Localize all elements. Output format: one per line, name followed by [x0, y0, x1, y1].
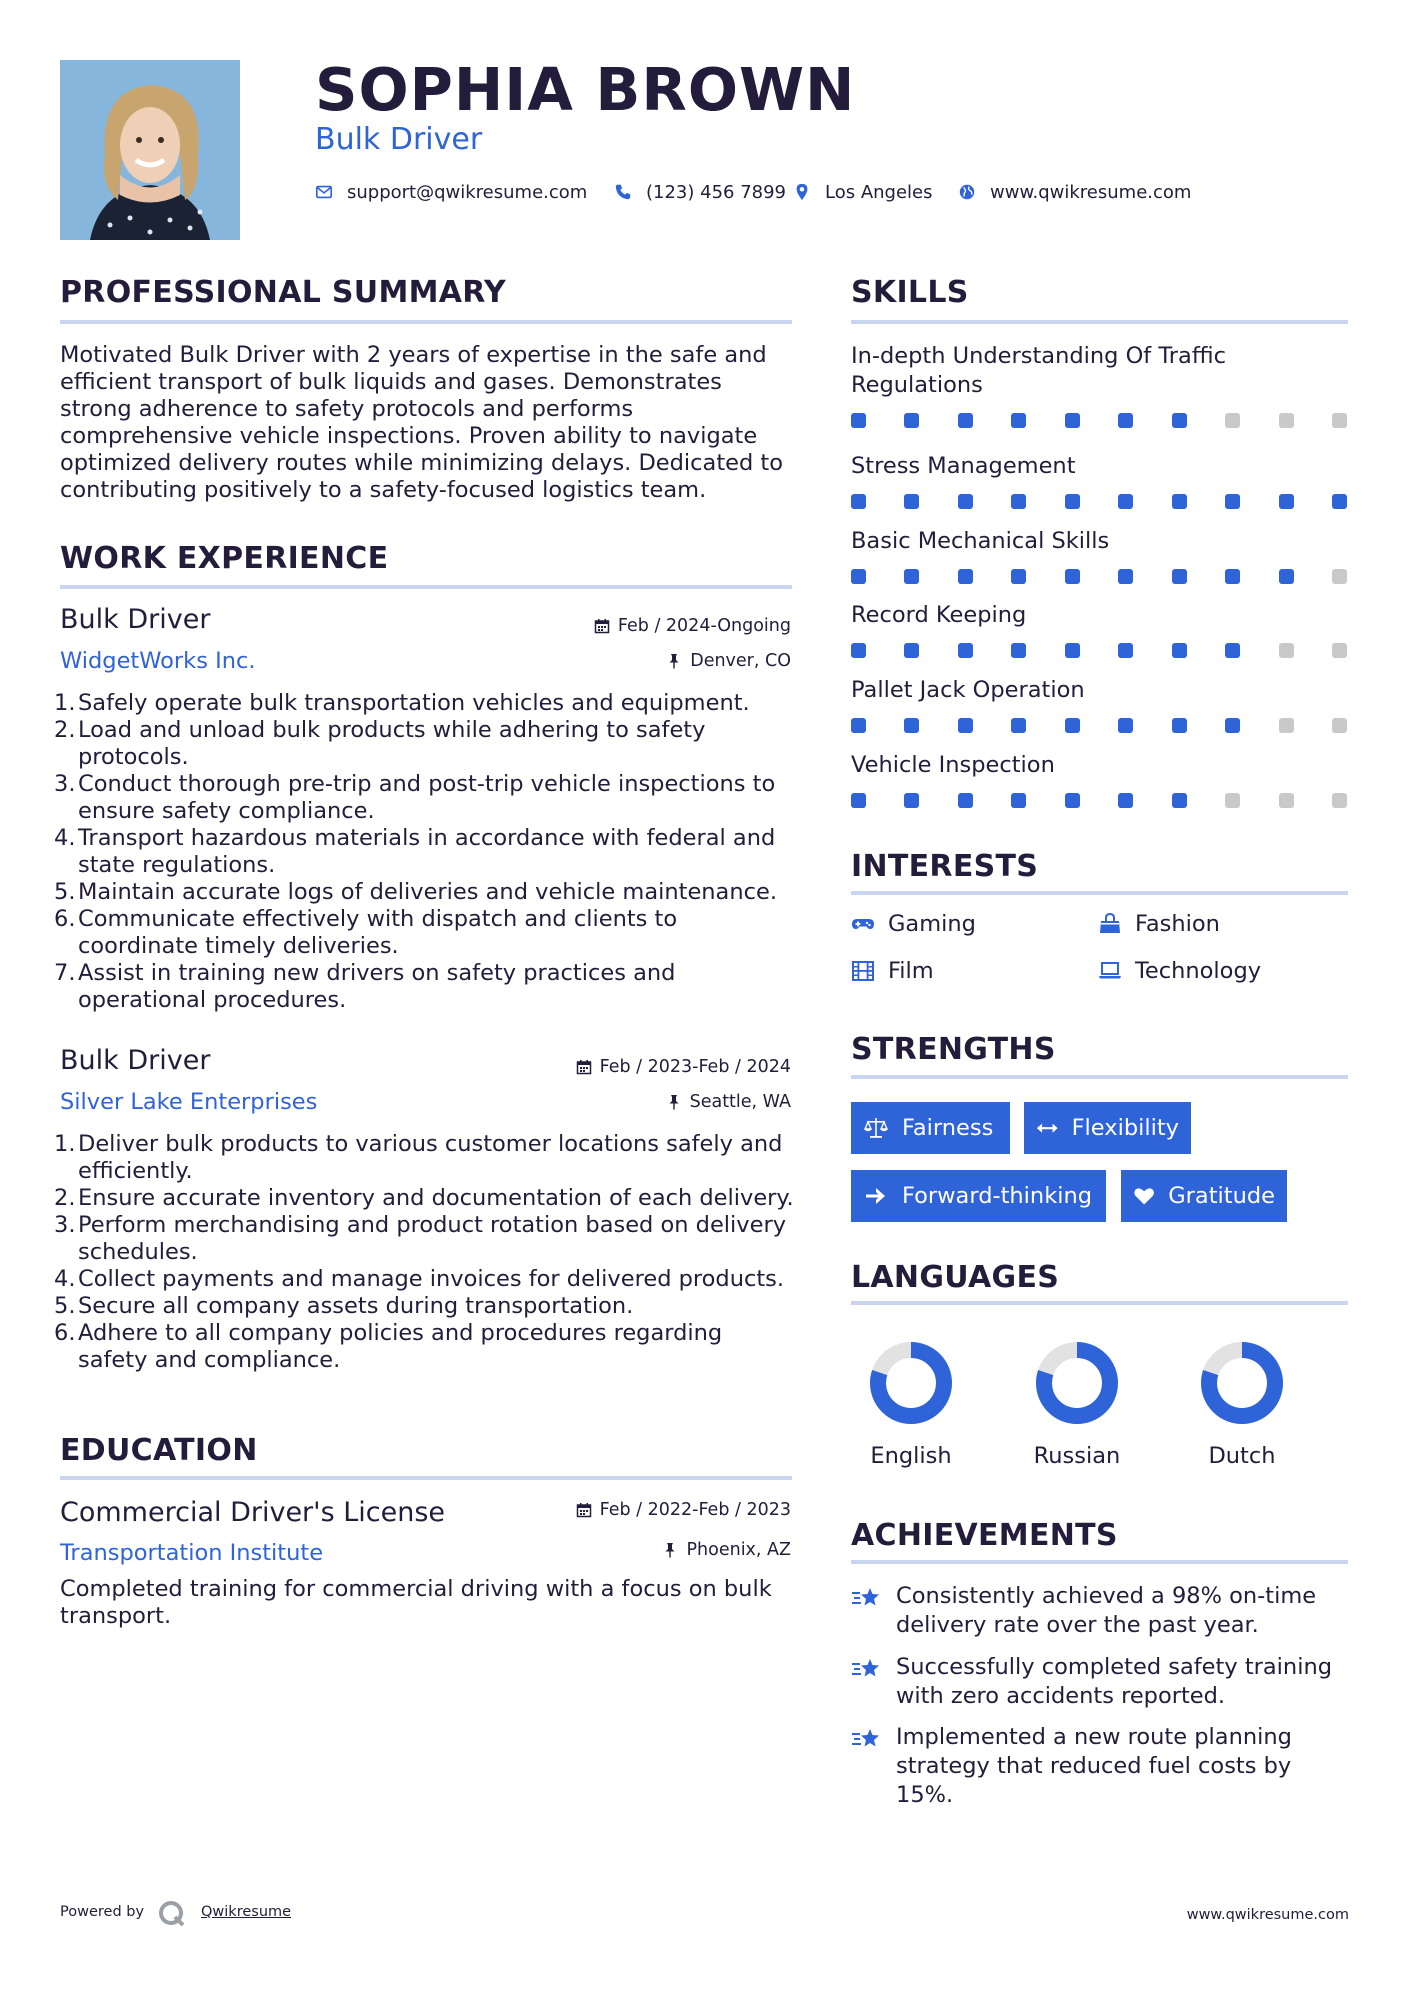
duty-line: Perform merchandising and product rotation based on delivery [78, 1212, 787, 1238]
summary-line: efficient transport of bulk liquids and gases. Demonstrates [60, 369, 722, 395]
skill-dot-filled [1279, 569, 1294, 584]
language-donut [1031, 1337, 1123, 1429]
education-line: Completed training for commercial driving with a focus on bulk [60, 1576, 772, 1602]
skill-dot-filled [958, 494, 973, 509]
job-2-company[interactable]: Silver Lake Enterprises [60, 1089, 318, 1115]
job-1-dates-text: Feb / 2024-Ongoing [617, 616, 791, 636]
strength-fairness [851, 1102, 1010, 1154]
skill-rating [851, 569, 1347, 585]
duty-number: 2. [54, 717, 76, 743]
interest-label: Fashion [1135, 911, 1220, 937]
achievements-divider [851, 1560, 1348, 1564]
skill-dot-filled [958, 793, 973, 808]
balance-scale-icon [863, 1115, 889, 1141]
language-donut [1196, 1337, 1288, 1429]
skill-name: Stress Management [851, 453, 1076, 479]
duty-line: Safely operate bulk transportation vehicles and equipment. [78, 690, 750, 716]
skill-dot-filled [851, 793, 866, 808]
skill-dot-filled [1011, 569, 1026, 584]
skill-dot-empty [1279, 793, 1294, 808]
globe-icon [958, 183, 976, 201]
skill-dot-filled [1225, 494, 1240, 509]
interest-gaming [851, 911, 976, 937]
duty-number: 7. [54, 960, 76, 986]
skill-dot-filled [1011, 413, 1026, 428]
summary-heading: PROFESSIONAL SUMMARY [60, 275, 507, 310]
achievement-item [851, 1582, 1351, 1640]
skill-dot-empty [1279, 413, 1294, 428]
contact-location [793, 178, 933, 206]
duty-line: Conduct thorough pre-trip and post-trip vehicle inspections to [78, 771, 776, 797]
skill-dot-filled [851, 569, 866, 584]
skill-dot-filled [1065, 718, 1080, 733]
achievement-item [851, 1653, 1351, 1711]
duty-line: protocols. [78, 744, 189, 770]
experience-heading: WORK EXPERIENCE [60, 541, 389, 576]
skill-dot-filled [1118, 494, 1133, 509]
summary-line: Motivated Bulk Driver with 2 years of expertise in the safe and [60, 342, 767, 368]
duty-item [54, 690, 800, 717]
duty-line: Adhere to all company policies and procedures regarding [78, 1320, 723, 1346]
skill-rating [851, 643, 1347, 659]
footer-website-link[interactable]: www.qwikresume.com [1186, 1907, 1349, 1923]
skill-dot-filled [904, 413, 919, 428]
education-school[interactable]: Transportation Institute [60, 1540, 324, 1566]
skill-dot-filled [904, 793, 919, 808]
pushpin-icon [666, 1094, 682, 1110]
job-title: Bulk Driver [315, 122, 483, 157]
duty-line: Ensure accurate inventory and documentation of each delivery. [78, 1185, 794, 1211]
arrows-horizontal-icon [1036, 1115, 1059, 1141]
website-text: www.qwikresume.com [990, 181, 1192, 203]
duty-line: Load and unload bulk products while adhering to safety [78, 717, 706, 743]
strength-forward-thinking [851, 1170, 1106, 1222]
skill-dot-filled [1118, 413, 1133, 428]
duty-number: 5. [54, 879, 76, 905]
skill-dot-filled [904, 569, 919, 584]
achievement-text [896, 1582, 1316, 1640]
location-text: Los Angeles [825, 181, 933, 203]
laptop-icon [1098, 959, 1122, 983]
skill-rating [851, 494, 1347, 510]
summary-line: contributing positively to a safety-focused logistics team. [60, 477, 707, 503]
skill-dot-filled [851, 643, 866, 658]
achievement-text [896, 1653, 1332, 1711]
skill-dot-filled [1011, 793, 1026, 808]
envelope-icon [315, 183, 333, 201]
strength-flexibility [1024, 1102, 1191, 1154]
calendar-icon [576, 1502, 592, 1518]
duty-item [54, 879, 800, 906]
skill-dot-filled [1172, 569, 1187, 584]
summary-line: optimized delivery routes while minimizing delays. Dedicated to [60, 450, 784, 476]
achievement-line: with zero accidents reported. [896, 1683, 1226, 1709]
job-1-location [666, 651, 791, 671]
skill-dot-filled [1011, 718, 1026, 733]
skill-dot-filled [958, 643, 973, 658]
duty-number: 5. [54, 1293, 76, 1319]
job-2-duties-list [54, 1131, 800, 1374]
calendar-icon [576, 1059, 592, 1075]
interests-divider [851, 891, 1348, 895]
skill-dot-filled [1225, 718, 1240, 733]
skill-dot-filled [1225, 643, 1240, 658]
job-1-company[interactable]: WidgetWorks Inc. [60, 648, 256, 674]
heart-icon [1133, 1183, 1155, 1209]
duty-line: ensure safety compliance. [78, 798, 375, 824]
duty-item [54, 1185, 800, 1212]
skill-dot-empty [1332, 718, 1347, 733]
skill-dot-filled [1172, 793, 1187, 808]
pushpin-icon [666, 653, 682, 669]
candidate-name: SOPHIA BROWN [315, 55, 856, 124]
skill-dot-empty [1332, 793, 1347, 808]
skills-heading: SKILLS [851, 275, 969, 310]
job-2-dates-text: Feb / 2023-Feb / 2024 [599, 1057, 791, 1077]
achievement-line: delivery rate over the past year. [896, 1612, 1259, 1638]
skill-dot-filled [1172, 494, 1187, 509]
job-1-duties [54, 690, 800, 1014]
duty-line: Maintain accurate logs of deliveries and vehicle maintenance. [78, 879, 777, 905]
shooting-star-icon [851, 1724, 883, 1756]
achievement-line: Implemented a new route planning [896, 1724, 1292, 1750]
language-donut [865, 1337, 957, 1429]
duty-line: operational procedures. [78, 987, 347, 1013]
skill-dot-empty [1332, 643, 1347, 658]
pushpin-icon [662, 1542, 678, 1558]
skill-rating [851, 413, 1347, 429]
skill-dot-filled [1279, 494, 1294, 509]
map-marker-icon [793, 183, 811, 201]
education-line: transport. [60, 1603, 172, 1629]
duty-line: efficiently. [78, 1158, 193, 1184]
job-2-duties [54, 1131, 800, 1374]
skill-dot-filled [1118, 643, 1133, 658]
skill-dot-filled [1011, 494, 1026, 509]
duty-number: 4. [54, 825, 76, 851]
contact-phone[interactable] [614, 178, 786, 206]
duty-line: Transport hazardous materials in accordance with federal and [78, 825, 776, 851]
language-name: English [870, 1443, 952, 1469]
duty-item [54, 1266, 800, 1293]
interest-technology [1098, 958, 1261, 984]
duty-item [54, 906, 800, 960]
education-location-text: Phoenix, AZ [686, 1540, 791, 1560]
skill-dot-empty [1332, 413, 1347, 428]
achievements-heading: ACHIEVEMENTS [851, 1518, 1118, 1553]
duty-number: 1. [54, 690, 76, 716]
skill-dot-filled [1065, 793, 1080, 808]
strength-label: Flexibility [1071, 1115, 1179, 1141]
film-icon [851, 959, 875, 983]
duty-number: 2. [54, 1185, 76, 1211]
duty-item [54, 1293, 800, 1320]
interest-label: Gaming [888, 911, 976, 937]
skill-dot-empty [1225, 793, 1240, 808]
languages-heading: LANGUAGES [851, 1260, 1060, 1295]
contact-email[interactable] [315, 178, 587, 206]
strengths-heading: STRENGTHS [851, 1032, 1056, 1067]
experience-divider [60, 585, 792, 589]
skill-dot-filled [904, 494, 919, 509]
strength-label: Gratitude [1168, 1183, 1275, 1209]
skill-dot-filled [1172, 413, 1187, 428]
skill-rating [851, 793, 1347, 809]
calendar-icon [594, 618, 610, 634]
arrow-right-icon [863, 1183, 889, 1209]
duty-line: Assist in training new drivers on safety practices and [78, 960, 676, 986]
duty-line: Deliver bulk products to various customer locations safely and [78, 1131, 783, 1157]
duty-item [54, 1320, 800, 1374]
skill-dot-empty [1332, 569, 1347, 584]
contact-website[interactable] [958, 178, 1191, 206]
skill-dot-filled [851, 718, 866, 733]
skill-dot-filled [1065, 494, 1080, 509]
interest-label: Film [888, 958, 934, 984]
skill-name: Record Keeping [851, 602, 1027, 628]
skill-dot-filled [1065, 643, 1080, 658]
duty-line: Secure all company assets during transportation. [78, 1293, 634, 1319]
skill-rating [851, 718, 1347, 734]
duty-item [54, 717, 800, 771]
qwikresume-logo [158, 1900, 186, 1928]
duty-line: Communicate effectively with dispatch and clients to [78, 906, 678, 932]
achievement-line: strategy that reduced fuel costs by 15%. [896, 1753, 1292, 1808]
duty-item [54, 1212, 800, 1266]
profile-photo [60, 60, 240, 240]
duty-item [54, 825, 800, 879]
education-dates [576, 1500, 791, 1520]
duty-line: coordinate timely deliveries. [78, 933, 399, 959]
achievement-line: Successfully completed safety training [896, 1654, 1332, 1680]
skill-dot-filled [1118, 569, 1133, 584]
summary-line: comprehensive vehicle inspections. Proven ability to navigate [60, 423, 758, 449]
interest-film [851, 958, 934, 984]
skill-dot-filled [1065, 413, 1080, 428]
education-location [662, 1540, 791, 1560]
duty-number: 4. [54, 1266, 76, 1292]
skill-dot-filled [851, 413, 866, 428]
footer-powered-by: Powered by [60, 1904, 145, 1920]
strengths-divider [851, 1075, 1348, 1079]
job-1-duties-list [54, 690, 800, 1014]
skill-dot-filled [904, 718, 919, 733]
duty-item [54, 771, 800, 825]
achievement-line: Consistently achieved a 98% on-time [896, 1583, 1317, 1609]
skill-dot-filled [958, 718, 973, 733]
skill-dot-empty [1279, 718, 1294, 733]
gamepad-icon [851, 912, 875, 936]
skill-dot-filled [958, 569, 973, 584]
achievement-text [896, 1723, 1351, 1810]
skill-dot-filled [1118, 718, 1133, 733]
skill-dot-filled [958, 413, 973, 428]
duty-item [54, 960, 800, 1014]
skill-dot-empty [1279, 643, 1294, 658]
summary-line: strong adherence to safety protocols and performs [60, 396, 634, 422]
education-dates-text: Feb / 2022-Feb / 2023 [599, 1500, 791, 1520]
job-1-title: Bulk Driver [60, 604, 211, 635]
skill-dot-filled [1118, 793, 1133, 808]
shopping-bag-icon [1098, 912, 1122, 936]
duty-line: schedules. [78, 1239, 198, 1265]
skill-dot-empty [1225, 413, 1240, 428]
phone-text: (123) 456 7899 [646, 181, 787, 203]
shooting-star-icon [851, 1583, 883, 1615]
languages-divider [851, 1301, 1348, 1305]
job-1-dates [594, 616, 791, 636]
education-heading: EDUCATION [60, 1433, 258, 1468]
duty-number: 3. [54, 1212, 76, 1238]
job-2-dates [576, 1057, 791, 1077]
skill-dot-filled [851, 494, 866, 509]
skill-dot-filled [1011, 643, 1026, 658]
skill-dot-filled [904, 643, 919, 658]
footer-brand-link[interactable]: Qwikresume [201, 1904, 292, 1920]
skill-name: Vehicle Inspection [851, 752, 1055, 778]
strength-gratitude [1121, 1170, 1287, 1222]
skill-dot-filled [1065, 569, 1080, 584]
interest-label: Technology [1135, 958, 1262, 984]
job-2-location [666, 1092, 791, 1112]
skill-name: In-depth Understanding Of Traffic Regulations [851, 343, 1226, 398]
interest-fashion [1098, 911, 1220, 937]
email-text: support@qwikresume.com [347, 181, 588, 203]
job-2-location-text: Seattle, WA [689, 1092, 791, 1112]
duty-line: Collect payments and manage invoices for delivered products. [78, 1266, 785, 1292]
summary-divider [60, 320, 792, 324]
education-divider [60, 1476, 792, 1480]
duty-number: 3. [54, 771, 76, 797]
skill-dot-filled [1225, 569, 1240, 584]
phone-icon [614, 183, 632, 201]
interests-heading: INTERESTS [851, 849, 1039, 884]
skill-dot-filled [1172, 718, 1187, 733]
strength-label: Forward-thinking [902, 1183, 1093, 1209]
education-description [60, 1576, 800, 1630]
skill-dot-filled [1332, 494, 1347, 509]
job-1-location-text: Denver, CO [690, 651, 791, 671]
skill-name: Basic Mechanical Skills [851, 528, 1110, 554]
duty-line: state regulations. [78, 852, 276, 878]
duty-number: 6. [54, 906, 76, 932]
skills-divider [851, 320, 1348, 324]
duty-number: 6. [54, 1320, 76, 1346]
achievement-item [851, 1723, 1351, 1810]
skill-name: Pallet Jack Operation [851, 677, 1085, 703]
duty-item [54, 1131, 800, 1185]
education-degree: Commercial Driver's License [60, 1497, 446, 1528]
skill-dot-filled [1172, 643, 1187, 658]
language-name: Dutch [1208, 1443, 1276, 1469]
duty-number: 1. [54, 1131, 76, 1157]
language-name: Russian [1033, 1443, 1121, 1469]
summary-text [60, 342, 800, 504]
duty-line: safety and compliance. [78, 1347, 341, 1373]
shooting-star-icon [851, 1654, 883, 1686]
strength-label: Fairness [902, 1115, 994, 1141]
job-2-title: Bulk Driver [60, 1045, 211, 1076]
